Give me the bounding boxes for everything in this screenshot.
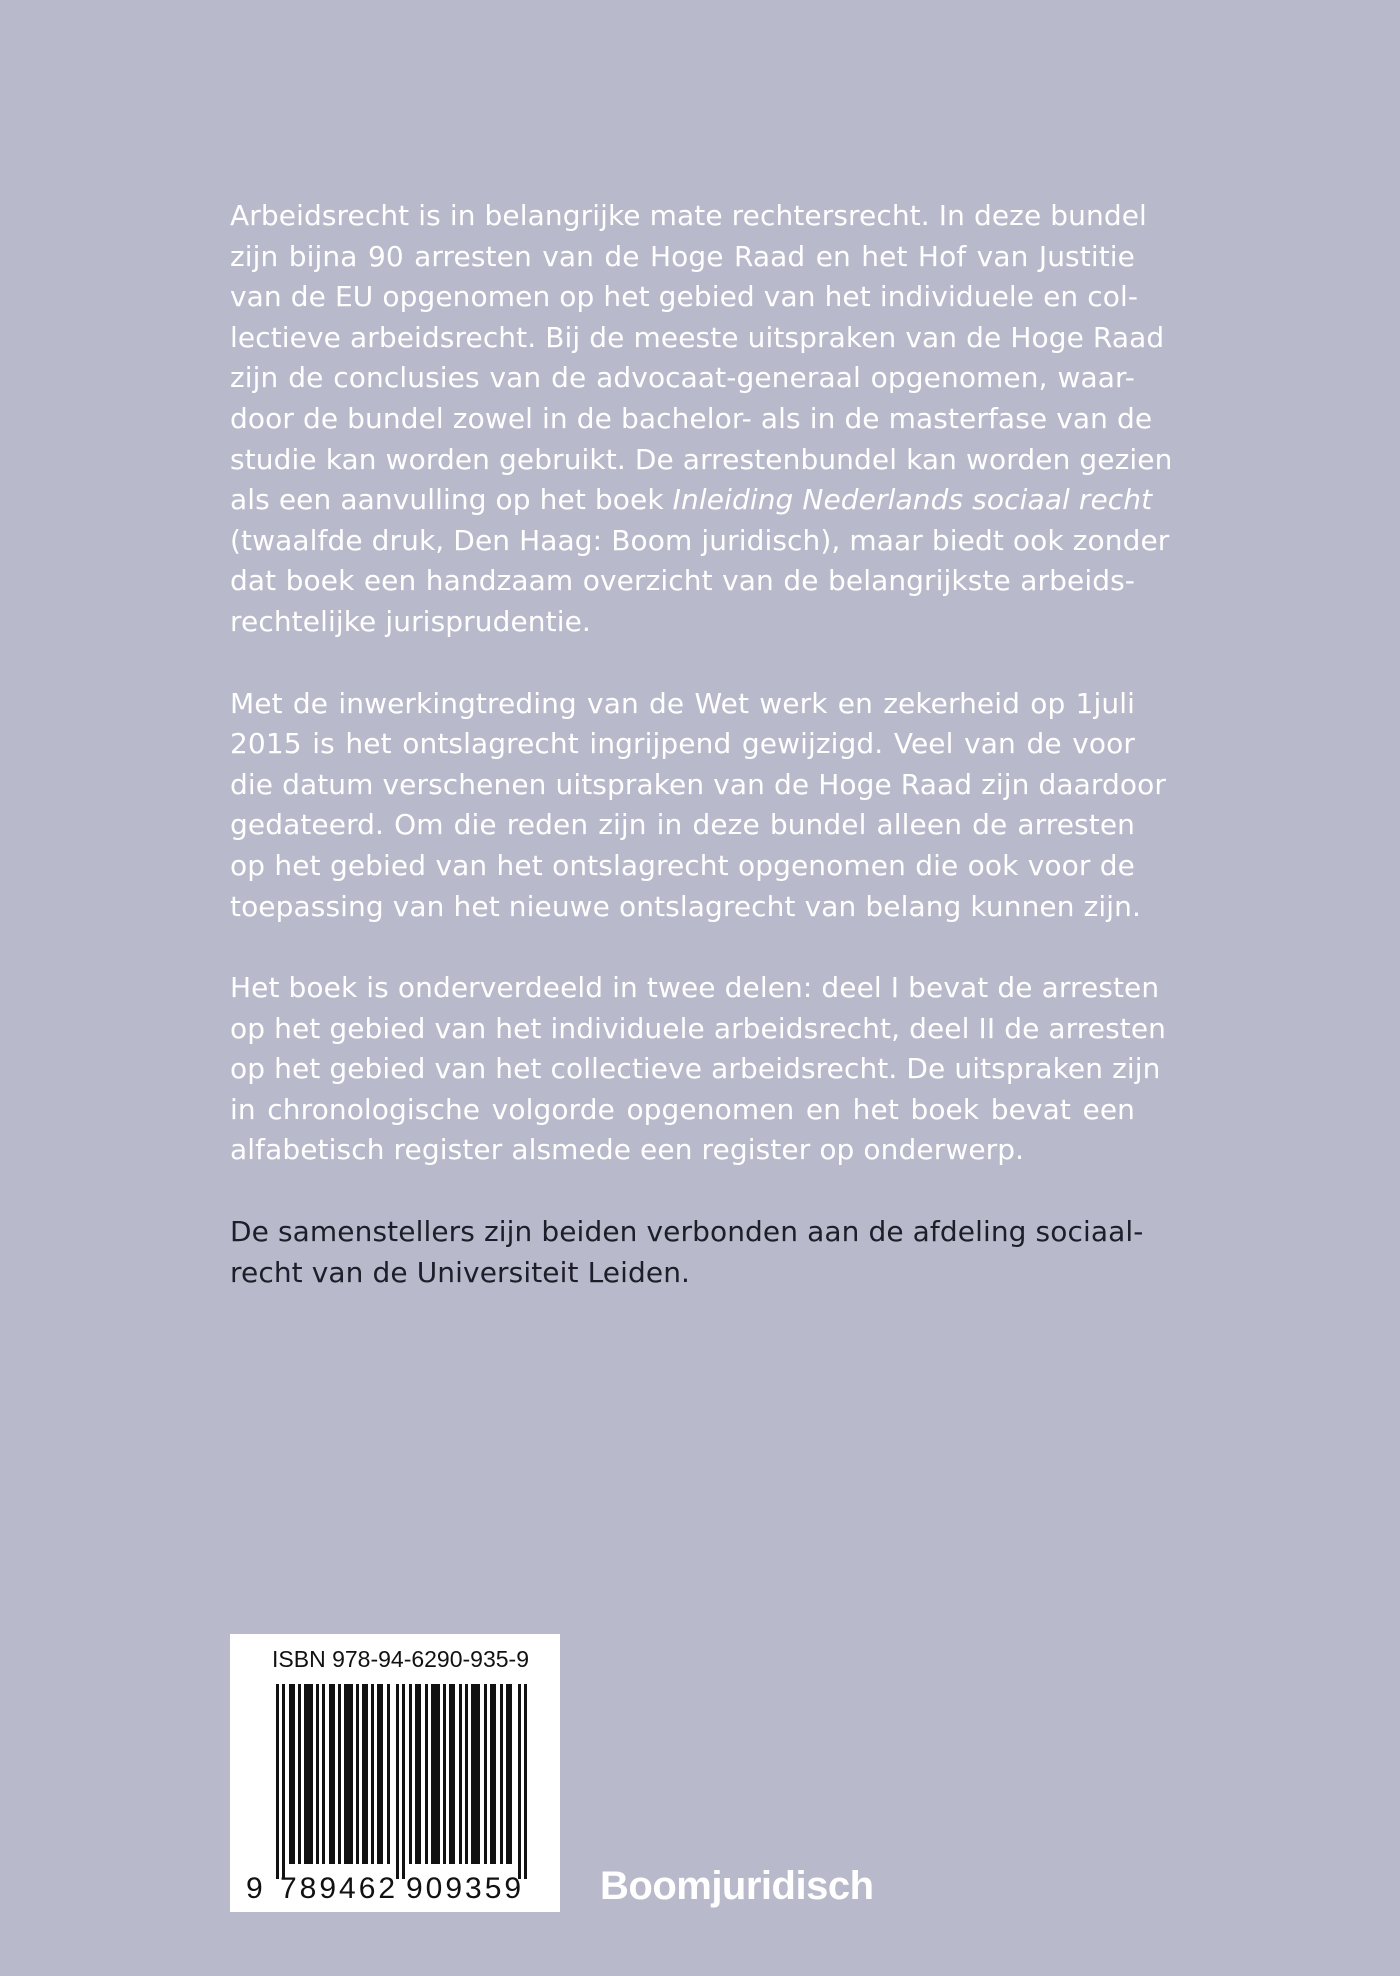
publisher-logo: Boomjuridisch [600, 1864, 874, 1908]
blurb-paragraph-2 [230, 684, 1166, 928]
text-line: op het gebied van het individuele arbeidsrecht, deel II de arresten [230, 1011, 1167, 1045]
text-line: toepassing van het nieuwe ontslagrecht van belang kunnen zijn. [230, 889, 1141, 923]
text-line: 2015 is het ontslagrecht ingrijpend gewijzigd. Veel van de voor [230, 727, 1135, 761]
text-line: dat boek een handzaam overzicht van de belangrijkste arbeids- [230, 564, 1135, 598]
book-title-reference: Inleiding Nederlands sociaal recht [672, 483, 1153, 517]
text-line: gedateerd. Om die reden zijn in deze bundel alleen de arresten [230, 808, 1135, 842]
text-line: recht van de Universiteit Leiden. [230, 1255, 691, 1289]
barcode-icon [276, 1684, 528, 1879]
text-line: rechtelijke jurisprudentie. [230, 604, 591, 638]
barcode-digits-left: 789462 [280, 1872, 399, 1905]
blurb-paragraph-authors [230, 1212, 1144, 1293]
text-fragment: als een aanvulling op het boek [230, 483, 673, 517]
text-line: alfabetisch register alsmede een register op onderwerp. [230, 1133, 1025, 1167]
isbn-label: ISBN 978-94-6290-935-9 [272, 1646, 529, 1672]
text-line: (twaalfde druk, Den Haag: Boom juridisch), maar biedt ook zonder [230, 523, 1170, 557]
text-line: zijn bijna 90 arresten van de Hoge Raad en het Hof van Justitie [230, 239, 1135, 273]
text-line: die datum verschenen uitspraken van de Hoge Raad zijn daardoor [230, 767, 1166, 801]
text-line: Het boek is onderverdeeld in twee delen: deel I bevat de arresten [230, 971, 1160, 1005]
text-line: Met de inwerkingtreding van de Wet werk en zekerheid op 1juli [230, 686, 1135, 720]
text-line [230, 480, 1153, 521]
text-line: van de EU opgenomen op het gebied van het individuele en col- [230, 280, 1139, 314]
text-line: lectieve arbeidsrecht. Bij de meeste uitspraken van de Hoge Raad [230, 320, 1165, 354]
back-cover-blurb [230, 196, 1173, 1334]
text-line: Arbeidsrecht is in belangrijke mate rechtersrecht. In deze bundel [230, 199, 1147, 232]
isbn-barcode-block [230, 1634, 560, 1912]
text-line: op het gebied van het collectieve arbeidsrecht. De uitspraken zijn [230, 1052, 1161, 1086]
text-line: op het gebied van het ontslagrecht opgenomen die ook voor de [230, 848, 1135, 882]
barcode-digit-first: 9 [246, 1872, 264, 1905]
text-line: studie kan worden gebruikt. De arrestenbundel kan worden gezien [230, 442, 1173, 476]
blurb-paragraph-3 [230, 968, 1167, 1171]
text-line: De samenstellers zijn beiden verbonden aan de afdeling sociaal- [230, 1215, 1144, 1249]
text-line: in chronologische volgorde opgenomen en het boek bevat een [230, 1092, 1135, 1126]
blurb-paragraph-1 [230, 196, 1173, 643]
text-line: zijn de conclusies van de advocaat-generaal opgenomen, waar- [230, 361, 1135, 395]
barcode-digits-right: 909359 [406, 1872, 525, 1905]
text-line: door de bundel zowel in de bachelor- als in de masterfase van de [230, 401, 1153, 435]
